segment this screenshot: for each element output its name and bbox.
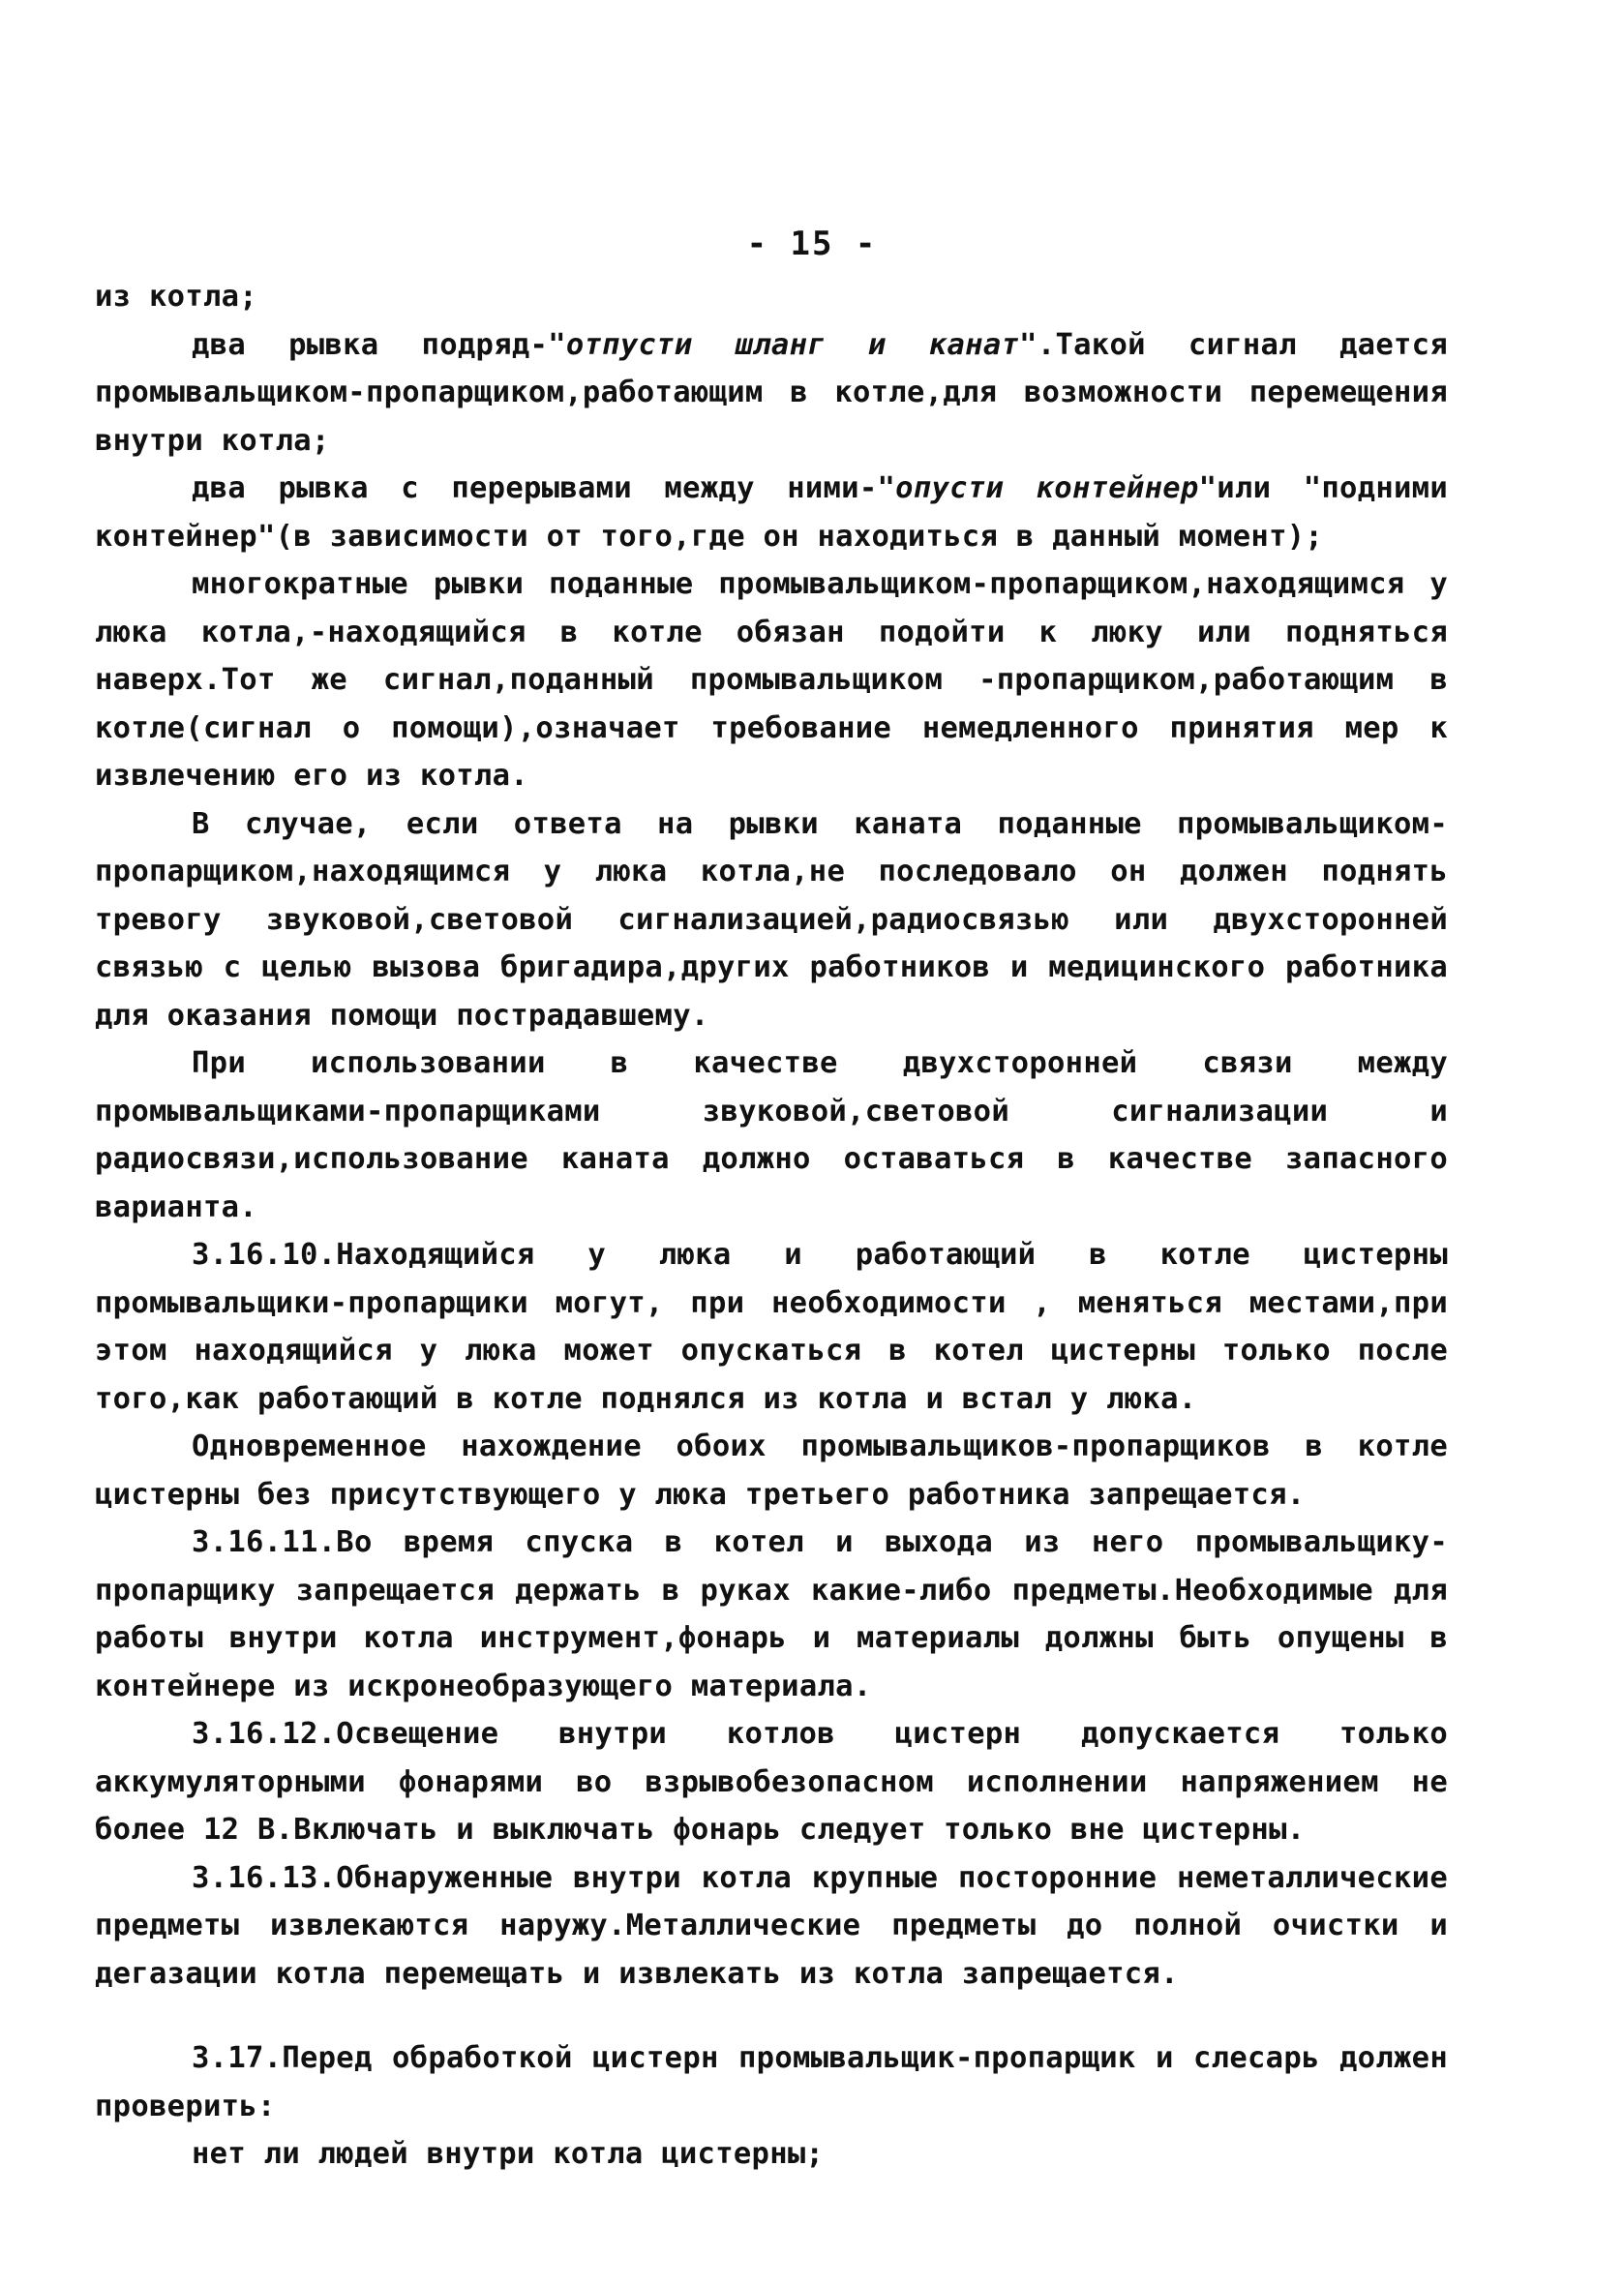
- paragraph-3-16-12: 3.16.12.Освещение внутри котлов цистерн допускается только аккумуляторными фонарями во взрывобезопасном исполнении напряжением не более 12 В.Включать и выключать фонарь следует только вне цистерны.: [95, 1717, 1448, 1847]
- paragraph-3-16-13: 3.16.13.Обнаруженные внутри котла крупные посторонние неметаллические предметы извлекаются наружу.Металлические предметы до полной очистки и дегазации котла перемещать и извлекать из котла запрещается.: [95, 1860, 1448, 1991]
- paragraph-simultaneous-presence: Одновременное нахождение обоих промывальщиков-пропарщиков в котле цистерны без присутствующего у люка третьего работника запрещается.: [95, 1429, 1448, 1512]
- paragraph-multiple-signals: многократные рывки поданные промывальщиком-пропарщиком,находящимся у люка котла,-находящийся в котле обязан подойти к люку или подняться наверх.Тот же сигнал,поданный промывальщиком -пропарщиком,работающим в котле(сигнал о помощи),означает требование немедленного принятия мер к извлечению его из котла.: [95, 567, 1448, 793]
- signal-command-text: "опусти контейнер": [877, 471, 1218, 505]
- paragraph-text: два рывка с перерывами между ними-: [192, 471, 878, 505]
- paragraph-text: .Такой сигнал дается промывальщиком-пропарщиком,работающим в котле,для возможности перемещения внутри котла;: [95, 327, 1448, 458]
- signal-command-text: "отпусти шланг и канат": [548, 327, 1038, 362]
- paragraph-signal-release-hose: [95, 321, 1448, 466]
- paragraph-continuation: из котла;: [95, 280, 257, 314]
- paragraph-no-response: В случае, если ответа на рывки каната поданные промывальщиком-пропарщиком,находящимся у люка котла,не последовало он должен поднять тревогу звуковой,световой сигнализацией,радиосвязью или двухсторонней связью с целью вызова бригадира,других работников и медицинского работника для оказания помощи пострадавшему.: [95, 806, 1448, 1033]
- page-number: - 15 -: [746, 225, 878, 263]
- paragraph-3-16-10: 3.16.10.Находящийся у люка и работающий в котле цистерны промывальщики-пропарщики могут, при необходимости , меняться местами,при этом находящийся у люка может опускаться в котел цистерны только после того,как работающий в котле поднялся из котла и встал у люка.: [95, 1238, 1448, 1416]
- paragraph-text: два рывка подряд-: [192, 327, 549, 362]
- paragraph-3-17: 3.17.Перед обработкой цистерн промывальщик-пропарщик и слесарь должен проверить:: [95, 2041, 1448, 2123]
- paragraph-text: или "подними контейнер"(в зависимости от того,где он находиться в данный момент);: [95, 471, 1448, 554]
- paragraph-check-people: нет ли людей внутри котла цистерны;: [192, 2137, 825, 2171]
- paragraph-two-way-communication: При использовании в качестве двухсторонней связи между промывальщиками-пропарщиками звуковой,световой сигнализации и радиосвязи,использование каната должно оставаться в качестве запасного варианта.: [95, 1046, 1448, 1224]
- paragraph-3-16-11: 3.16.11.Во время спуска в котел и выхода из него промывальщику-пропарщику запрещается держать в руках какие-либо предметы.Необходимые для работы внутри котла инструмент,фонарь и материалы должны быть опущены в контейнере из искронеобразующего материала.: [95, 1525, 1448, 1703]
- paragraph-signal-container: [95, 465, 1448, 560]
- document-body: [95, 273, 1448, 2179]
